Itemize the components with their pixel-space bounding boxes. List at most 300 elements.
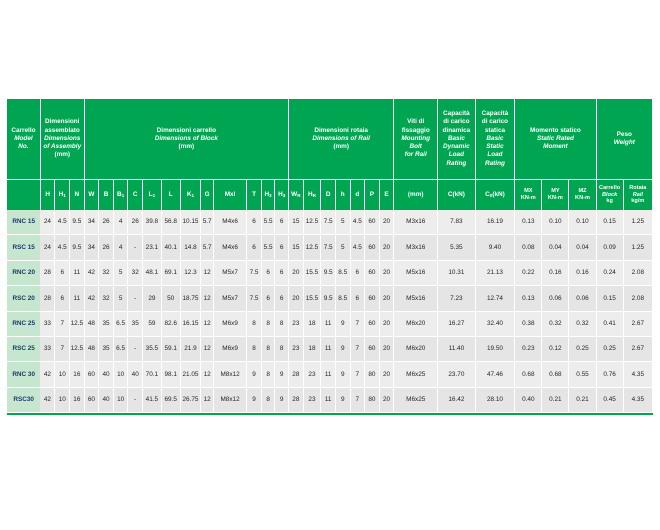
table-row <box>7 311 653 336</box>
value-cell: 6.5 <box>113 311 128 336</box>
subheader-H2: $H_2$ <box>261 180 275 211</box>
value-cell: 26.75 <box>180 387 201 412</box>
value-cell: 9 <box>247 387 262 412</box>
value-cell: 9 <box>335 336 350 361</box>
value-cell: 80 <box>365 387 380 412</box>
header-rail-dimensions: Dimensioni rotaia Dimensions of Rail (mm) <box>289 99 394 180</box>
value-cell: 0.15 <box>596 210 623 235</box>
value-cell: 4.5 <box>55 235 70 260</box>
value-cell: 60 <box>365 286 380 311</box>
value-cell: 26 <box>99 210 114 235</box>
value-cell: 4 <box>113 210 128 235</box>
value-cell: 2.67 <box>623 336 652 361</box>
value-cell: 1.25 <box>623 235 652 260</box>
value-cell: 0.40 <box>515 387 542 412</box>
subheader-B: B <box>99 180 114 211</box>
value-cell: 23.70 <box>438 362 476 387</box>
value-cell: 20 <box>379 387 394 412</box>
value-cell: 6 <box>55 260 70 285</box>
value-cell: 42 <box>40 362 55 387</box>
subheader-C: C <box>128 180 143 211</box>
value-cell: 7 <box>350 387 365 412</box>
value-cell: 6 <box>247 210 262 235</box>
value-cell: 32 <box>99 260 114 285</box>
subheader-my: MY KN-m <box>542 180 569 211</box>
value-cell: 0.06 <box>542 286 569 311</box>
value-cell: 12 <box>201 260 214 285</box>
value-cell: 32.40 <box>475 311 515 336</box>
value-cell: 42 <box>84 286 99 311</box>
value-cell: 20 <box>379 286 394 311</box>
value-cell: M6x20 <box>394 311 438 336</box>
value-cell: 21.05 <box>180 362 201 387</box>
value-cell: 5 <box>335 235 350 260</box>
value-cell: 6 <box>261 286 275 311</box>
value-cell: 12.5 <box>303 235 321 260</box>
value-cell: 47.46 <box>475 362 515 387</box>
value-cell: 0.32 <box>569 311 596 336</box>
model-cell: RNC 30 <box>7 362 40 387</box>
value-cell: 60 <box>84 387 99 412</box>
value-cell: 6 <box>247 235 262 260</box>
value-cell: 5 <box>113 286 128 311</box>
value-cell: 0.21 <box>542 387 569 412</box>
value-cell: 10.31 <box>438 260 476 285</box>
value-cell: 0.55 <box>569 362 596 387</box>
value-cell: 6 <box>261 260 275 285</box>
value-cell: 8 <box>275 336 289 361</box>
group-header-row <box>7 99 653 180</box>
value-cell: M6x9 <box>213 336 246 361</box>
value-cell: 9.5 <box>321 286 336 311</box>
value-cell: 5.7 <box>201 235 214 260</box>
subheader-c-kn: C(kN) <box>438 180 476 211</box>
value-cell: 18.75 <box>180 286 201 311</box>
table-row <box>7 387 653 412</box>
value-cell: 60 <box>84 362 99 387</box>
value-cell: M6x25 <box>394 387 438 412</box>
subheader-WR: $W_R$ <box>289 180 304 211</box>
value-cell: 12 <box>201 311 214 336</box>
value-cell: 10 <box>55 362 70 387</box>
value-cell: 28 <box>289 387 304 412</box>
value-cell: 19.50 <box>475 336 515 361</box>
subheader-mz: MZ KN-m <box>569 180 596 211</box>
value-cell: 8 <box>261 387 275 412</box>
value-cell: 34 <box>84 210 99 235</box>
value-cell: 9 <box>247 362 262 387</box>
value-cell: 7.5 <box>321 235 336 260</box>
value-cell: 60 <box>365 311 380 336</box>
model-cell: RSC 15 <box>7 235 40 260</box>
value-cell: 7 <box>350 311 365 336</box>
value-cell: 0.08 <box>515 235 542 260</box>
value-cell: 16.27 <box>438 311 476 336</box>
header-static-moment: Momento statico Static Rated Moment <box>515 99 596 180</box>
value-cell: 40 <box>99 362 114 387</box>
value-cell: 0.68 <box>542 362 569 387</box>
value-cell: - <box>128 286 143 311</box>
value-cell: 11 <box>321 311 336 336</box>
value-cell: 42 <box>40 387 55 412</box>
value-cell: 32 <box>128 260 143 285</box>
subheader-H3: $H_3$ <box>275 180 289 211</box>
value-cell: 0.10 <box>542 210 569 235</box>
value-cell: 8 <box>261 362 275 387</box>
value-cell: 9.40 <box>475 235 515 260</box>
value-cell: 40 <box>128 362 143 387</box>
subheader-H1: $H_1$ <box>55 180 70 211</box>
linear-guide-spec-table <box>7 99 653 413</box>
value-cell: - <box>128 235 143 260</box>
value-cell: 0.21 <box>569 387 596 412</box>
value-cell: 6 <box>275 210 289 235</box>
value-cell: 8 <box>261 336 275 361</box>
value-cell: 21.13 <box>475 260 515 285</box>
value-cell: 6 <box>55 286 70 311</box>
subheader-T: T <box>247 180 262 211</box>
value-cell: 35 <box>128 311 143 336</box>
value-cell: 48.1 <box>143 260 162 285</box>
value-cell: 8 <box>247 311 262 336</box>
value-cell: 10 <box>113 387 128 412</box>
value-cell: 9.5 <box>70 210 85 235</box>
value-cell: 23.1 <box>143 235 162 260</box>
value-cell: M5x16 <box>394 260 438 285</box>
value-cell: 29 <box>143 286 162 311</box>
value-cell: 24 <box>40 235 55 260</box>
value-cell: M5x7 <box>213 260 246 285</box>
value-cell: 5.5 <box>261 210 275 235</box>
value-cell: 8.5 <box>335 260 350 285</box>
value-cell: 12 <box>201 336 214 361</box>
model-cell: RSC 25 <box>7 336 40 361</box>
value-cell: 23 <box>303 362 321 387</box>
value-cell: 0.09 <box>596 235 623 260</box>
value-cell: 0.38 <box>515 311 542 336</box>
value-cell: 20 <box>379 311 394 336</box>
value-cell: 9.5 <box>321 260 336 285</box>
value-cell: 11 <box>70 260 85 285</box>
value-cell: 28 <box>40 286 55 311</box>
value-cell: 4.35 <box>623 387 652 412</box>
value-cell: 9 <box>275 387 289 412</box>
value-cell: 24 <box>40 210 55 235</box>
subheader-rail-kgm: Rotaia Rail kg/m <box>623 180 652 211</box>
value-cell: 7 <box>350 336 365 361</box>
value-cell: 59 <box>143 311 162 336</box>
value-cell: 35.5 <box>143 336 162 361</box>
value-cell: 0.68 <box>515 362 542 387</box>
value-cell: 0.16 <box>569 260 596 285</box>
value-cell: 35 <box>99 311 114 336</box>
value-cell: 20 <box>379 336 394 361</box>
value-cell: 11 <box>321 362 336 387</box>
value-cell: 10 <box>55 387 70 412</box>
model-cell: RNC 20 <box>7 260 40 285</box>
value-cell: 12.3 <box>180 260 201 285</box>
value-cell: 40 <box>99 387 114 412</box>
value-cell: 18 <box>303 311 321 336</box>
value-cell: 7.5 <box>247 260 262 285</box>
header-assembly-dimensions: Dimensioni assemblato Dimensions of Assembly (mm) <box>40 99 84 180</box>
value-cell: M5x7 <box>213 286 246 311</box>
value-cell: 8 <box>247 336 262 361</box>
value-cell: 8 <box>275 311 289 336</box>
value-cell: 0.23 <box>515 336 542 361</box>
value-cell: 0.13 <box>515 286 542 311</box>
value-cell: 23 <box>289 311 304 336</box>
subheader-blank <box>7 180 40 211</box>
value-cell: 12.74 <box>475 286 515 311</box>
value-cell: 0.13 <box>515 210 542 235</box>
value-cell: 16 <box>70 362 85 387</box>
value-cell: 7 <box>350 362 365 387</box>
value-cell: 40.1 <box>161 235 180 260</box>
header-dynamic-load: Capacità di carico dinamica Basic Dynamic Load Rating <box>438 99 476 180</box>
value-cell: 34 <box>84 235 99 260</box>
value-cell: 60 <box>365 336 380 361</box>
spec-sheet <box>7 99 653 415</box>
value-cell: 5.35 <box>438 235 476 260</box>
value-cell: 42 <box>84 260 99 285</box>
value-cell: 6.5 <box>113 336 128 361</box>
subheader-N: N <box>70 180 85 211</box>
spec-table-body <box>7 210 653 413</box>
value-cell: M4x6 <box>213 210 246 235</box>
value-cell: 16.15 <box>180 311 201 336</box>
subheader-Mxl: Mxl <box>213 180 246 211</box>
subheader-d: d <box>350 180 365 211</box>
value-cell: 80 <box>365 362 380 387</box>
value-cell: 33 <box>40 336 55 361</box>
subheader-H: H <box>40 180 55 211</box>
value-cell: 7.83 <box>438 210 476 235</box>
table-row <box>7 362 653 387</box>
value-cell: 41.5 <box>143 387 162 412</box>
value-cell: 48 <box>84 311 99 336</box>
value-cell: 6 <box>275 260 289 285</box>
value-cell: 12.5 <box>303 210 321 235</box>
value-cell: 10 <box>113 362 128 387</box>
value-cell: 2.08 <box>623 260 652 285</box>
sub-header-row <box>7 180 653 211</box>
value-cell: 9 <box>335 311 350 336</box>
value-cell: 11.40 <box>438 336 476 361</box>
subheader-D: D <box>321 180 336 211</box>
value-cell: 5.7 <box>201 210 214 235</box>
value-cell: 0.12 <box>542 336 569 361</box>
value-cell: 23 <box>303 387 321 412</box>
subheader-G: G <box>201 180 214 211</box>
subheader-c0-kn: $C_0(kN)$ <box>475 180 515 211</box>
value-cell: 0.25 <box>569 336 596 361</box>
model-cell: RSC 20 <box>7 286 40 311</box>
value-cell: 12 <box>201 387 214 412</box>
subheader-bolt-mm: (mm) <box>394 180 438 211</box>
value-cell: 4.5 <box>350 210 365 235</box>
value-cell: 9 <box>335 387 350 412</box>
value-cell: 6 <box>350 286 365 311</box>
value-cell: 5 <box>335 210 350 235</box>
value-cell: - <box>128 387 143 412</box>
value-cell: 6 <box>275 235 289 260</box>
value-cell: M4x6 <box>213 235 246 260</box>
subheader-B1: $B_1$ <box>113 180 128 211</box>
value-cell: 7 <box>55 311 70 336</box>
value-cell: 32 <box>99 286 114 311</box>
value-cell: 82.6 <box>161 311 180 336</box>
value-cell: 0.16 <box>542 260 569 285</box>
value-cell: 59.1 <box>161 336 180 361</box>
value-cell: 39.8 <box>143 210 162 235</box>
value-cell: 0.41 <box>596 311 623 336</box>
subheader-K1: $K_1$ <box>180 180 201 211</box>
bottom-rule <box>7 413 653 415</box>
value-cell: 8 <box>261 311 275 336</box>
model-cell: RNC 15 <box>7 210 40 235</box>
value-cell: 28 <box>40 260 55 285</box>
value-cell: 20 <box>379 210 394 235</box>
value-cell: 20 <box>289 286 304 311</box>
value-cell: 11 <box>70 286 85 311</box>
value-cell: 0.06 <box>569 286 596 311</box>
table-row <box>7 210 653 235</box>
value-cell: 5 <box>113 260 128 285</box>
value-cell: 8.5 <box>335 286 350 311</box>
value-cell: 70.1 <box>143 362 162 387</box>
value-cell: 0.04 <box>569 235 596 260</box>
value-cell: 0.15 <box>596 286 623 311</box>
value-cell: 12 <box>201 286 214 311</box>
value-cell: 50 <box>161 286 180 311</box>
value-cell: 4.5 <box>55 210 70 235</box>
value-cell: 15 <box>289 210 304 235</box>
value-cell: 15.5 <box>303 286 321 311</box>
value-cell: 20 <box>379 362 394 387</box>
value-cell: 56.8 <box>161 210 180 235</box>
value-cell: 12.5 <box>70 311 85 336</box>
value-cell: M6x9 <box>213 311 246 336</box>
value-cell: 11 <box>321 336 336 361</box>
value-cell: 6 <box>350 260 365 285</box>
subheader-block-kg: Carrello Block kg <box>596 180 623 211</box>
value-cell: 0.10 <box>569 210 596 235</box>
value-cell: 16 <box>70 387 85 412</box>
value-cell: 0.45 <box>596 387 623 412</box>
value-cell: 9 <box>335 362 350 387</box>
value-cell: 16.19 <box>475 210 515 235</box>
value-cell: 12.5 <box>70 336 85 361</box>
header-static-load: Capacità di carico statica Basic Static Load Rating <box>475 99 515 180</box>
value-cell: 0.25 <box>596 336 623 361</box>
value-cell: 0.22 <box>515 260 542 285</box>
value-cell: 7.5 <box>321 210 336 235</box>
value-cell: 28 <box>289 362 304 387</box>
model-cell: RNC 25 <box>7 311 40 336</box>
value-cell: 11 <box>321 387 336 412</box>
value-cell: M6x25 <box>394 362 438 387</box>
subheader-mx: MX KN-m <box>515 180 542 211</box>
table-row <box>7 260 653 285</box>
subheader-E: E <box>379 180 394 211</box>
value-cell: 16.42 <box>438 387 476 412</box>
subheader-P: P <box>365 180 380 211</box>
value-cell: 20 <box>289 260 304 285</box>
table-row <box>7 286 653 311</box>
subheader-L: L <box>161 180 180 211</box>
value-cell: 4.5 <box>350 235 365 260</box>
value-cell: 26 <box>99 235 114 260</box>
value-cell: 9 <box>275 362 289 387</box>
value-cell: - <box>128 336 143 361</box>
value-cell: 20 <box>379 260 394 285</box>
value-cell: 4 <box>113 235 128 260</box>
value-cell: 15.5 <box>303 260 321 285</box>
value-cell: 23 <box>289 336 304 361</box>
value-cell: 26 <box>128 210 143 235</box>
header-block-dimensions: Dimensioni carrello Dimensions of Block (mm) <box>84 99 288 180</box>
value-cell: 98.1 <box>161 362 180 387</box>
value-cell: 7.23 <box>438 286 476 311</box>
subheader-h: h <box>335 180 350 211</box>
subheader-HR: $H_R$ <box>303 180 321 211</box>
value-cell: 15 <box>289 235 304 260</box>
value-cell: 69.5 <box>161 387 180 412</box>
value-cell: M6x20 <box>394 336 438 361</box>
value-cell: 60 <box>365 260 380 285</box>
value-cell: 21.9 <box>180 336 201 361</box>
value-cell: M3x16 <box>394 235 438 260</box>
value-cell: 20 <box>379 235 394 260</box>
value-cell: 7 <box>55 336 70 361</box>
value-cell: 5.5 <box>261 235 275 260</box>
value-cell: 0.04 <box>542 235 569 260</box>
value-cell: 0.76 <box>596 362 623 387</box>
header-carrello: Carrello Model No. <box>7 99 40 180</box>
value-cell: M8x12 <box>213 362 246 387</box>
value-cell: 4.35 <box>623 362 652 387</box>
value-cell: 7.5 <box>247 286 262 311</box>
value-cell: 69.1 <box>161 260 180 285</box>
value-cell: 28.10 <box>475 387 515 412</box>
table-row <box>7 336 653 361</box>
value-cell: 10.15 <box>180 210 201 235</box>
value-cell: 60 <box>365 235 380 260</box>
value-cell: 0.24 <box>596 260 623 285</box>
value-cell: 2.08 <box>623 286 652 311</box>
table-row <box>7 235 653 260</box>
value-cell: 0.32 <box>542 311 569 336</box>
value-cell: 2.67 <box>623 311 652 336</box>
value-cell: 12 <box>201 362 214 387</box>
subheader-L1: $L_1$ <box>143 180 162 211</box>
value-cell: M5x16 <box>394 286 438 311</box>
value-cell: 33 <box>40 311 55 336</box>
value-cell: 18 <box>303 336 321 361</box>
value-cell: 6 <box>275 286 289 311</box>
value-cell: 1.25 <box>623 210 652 235</box>
header-weight: Peso Weight <box>596 99 652 180</box>
subheader-W: W <box>84 180 99 211</box>
value-cell: M8x12 <box>213 387 246 412</box>
value-cell: 48 <box>84 336 99 361</box>
value-cell: M3x16 <box>394 210 438 235</box>
model-cell: RSC30 <box>7 387 40 412</box>
header-mounting-bolt: Viti di fissaggio Mounting Bolt for Rail <box>394 99 438 180</box>
value-cell: 14.8 <box>180 235 201 260</box>
value-cell: 35 <box>99 336 114 361</box>
